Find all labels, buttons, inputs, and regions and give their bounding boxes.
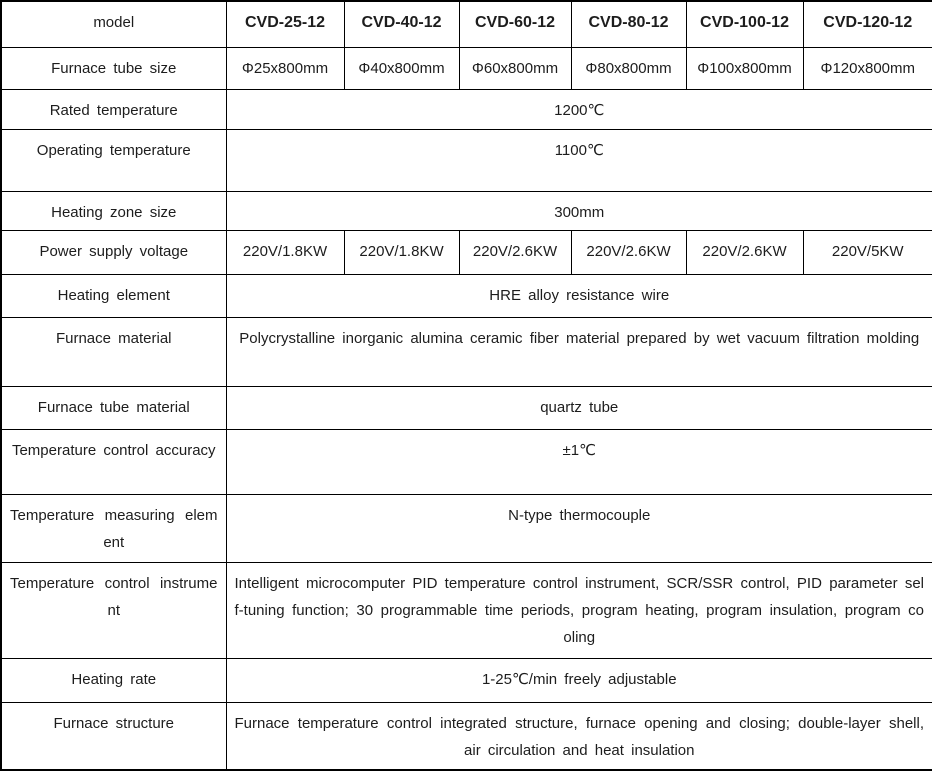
- spec-row-label: Temperature measuring element: [1, 494, 226, 562]
- spec-value-span: ±1℃: [226, 429, 932, 494]
- spec-rows: [1, 47, 932, 770]
- spec-row: [1, 562, 932, 658]
- spec-row-label: Furnace material: [1, 317, 226, 386]
- spec-row: [1, 274, 932, 317]
- spec-row-label: Temperature control accuracy: [1, 429, 226, 494]
- spec-value-span: 1200℃: [226, 89, 932, 129]
- spec-row-label: Furnace tube material: [1, 386, 226, 429]
- spec-value-cell: Φ80x800mm: [571, 47, 686, 89]
- spec-row: [1, 230, 932, 274]
- spec-value-cell: 220V/1.8KW: [226, 230, 344, 274]
- spec-value-cell: 220V/2.6KW: [571, 230, 686, 274]
- spec-row: [1, 129, 932, 191]
- spec-row-label: Temperature control instrument: [1, 562, 226, 658]
- spec-row-label: Heating element: [1, 274, 226, 317]
- spec-row: [1, 494, 932, 562]
- spec-row-label: Rated temperature: [1, 89, 226, 129]
- header-model-cell: CVD-40-12: [344, 1, 459, 47]
- header-model-cell: CVD-25-12: [226, 1, 344, 47]
- header-row: [1, 1, 932, 47]
- spec-value-span: 1-25℃/min freely adjustable: [226, 658, 932, 702]
- spec-row: [1, 191, 932, 230]
- spec-value-cell: Φ60x800mm: [459, 47, 571, 89]
- header-model-cell: CVD-80-12: [571, 1, 686, 47]
- spec-value-span: Intelligent microcomputer PID temperature control instrument, SCR/SSR control, PID parameter self-tuning function; 30 programmable time periods, program heating, program insulation, program cooling: [226, 562, 932, 658]
- spec-value-cell: Φ120x800mm: [803, 47, 932, 89]
- spec-row: [1, 429, 932, 494]
- spec-value-span: 1100℃: [226, 129, 932, 191]
- spec-value-span: HRE alloy resistance wire: [226, 274, 932, 317]
- spec-value-cell: 220V/1.8KW: [344, 230, 459, 274]
- spec-value-span: Furnace temperature control integrated structure, furnace opening and closing; double-layer shell, air circulation and heat insulation: [226, 702, 932, 770]
- spec-row: [1, 47, 932, 89]
- spec-row-label: Furnace structure: [1, 702, 226, 770]
- spec-row-label: Furnace tube size: [1, 47, 226, 89]
- spec-value-span: N-type thermocouple: [226, 494, 932, 562]
- spec-row-label: Heating rate: [1, 658, 226, 702]
- spec-row: [1, 702, 932, 770]
- header-model-cell: CVD-100-12: [686, 1, 803, 47]
- spec-row: [1, 658, 932, 702]
- spec-row: [1, 89, 932, 129]
- spec-value-cell: Φ40x800mm: [344, 47, 459, 89]
- spec-value-cell: 220V/5KW: [803, 230, 932, 274]
- spec-value-cell: 220V/2.6KW: [686, 230, 803, 274]
- spec-value-cell: Φ100x800mm: [686, 47, 803, 89]
- header-model-cell: CVD-120-12: [803, 1, 932, 47]
- spec-value-span: quartz tube: [226, 386, 932, 429]
- spec-row-label: Heating zone size: [1, 191, 226, 230]
- spec-value-span: 300mm: [226, 191, 932, 230]
- spec-row: [1, 386, 932, 429]
- header-model-label: model: [1, 1, 226, 47]
- spec-row-label: Operating temperature: [1, 129, 226, 191]
- spec-value-cell: Φ25x800mm: [226, 47, 344, 89]
- spec-row: [1, 317, 932, 386]
- spec-row-label: Power supply voltage: [1, 230, 226, 274]
- header-model-cell: CVD-60-12: [459, 1, 571, 47]
- spec-value-cell: 220V/2.6KW: [459, 230, 571, 274]
- spec-value-span: Polycrystalline inorganic alumina ceramic fiber material prepared by wet vacuum filtration molding: [226, 317, 932, 386]
